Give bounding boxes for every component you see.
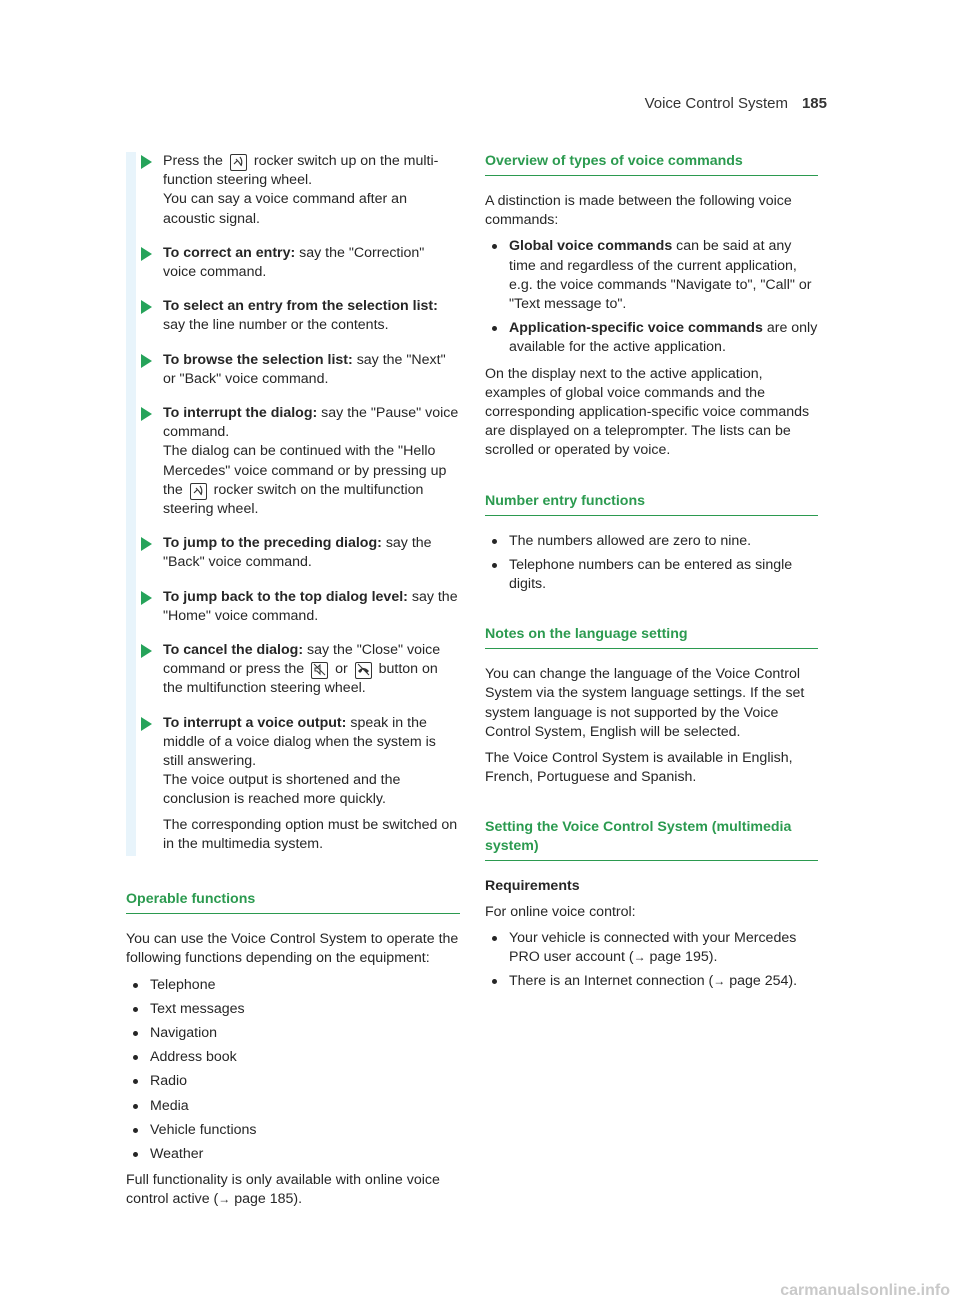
list-item	[485, 319, 818, 357]
overview-section	[485, 152, 818, 461]
step-heading: To correct an entry:	[163, 244, 296, 261]
step-browse-list	[136, 351, 460, 389]
paragraph	[126, 1171, 460, 1209]
step-select-entry	[136, 297, 460, 335]
step-heading: To cancel the dialog:	[163, 642, 304, 659]
step-arrow-icon	[141, 591, 152, 605]
step-heading: To jump to the preceding dialog:	[163, 535, 382, 552]
list-item: The numbers allowed are zero to nine.	[485, 532, 818, 551]
step-text: speak in the middle of a voice dialog when the system is still answering.	[163, 714, 436, 770]
step-text: say the "Close" voice command or press the	[163, 642, 441, 678]
paragraph: The Voice Control System is available in English, French, Portuguese and Spanish.	[485, 750, 793, 786]
step-text: say the "Home" voice command.	[163, 588, 458, 624]
hang-up-icon	[355, 662, 372, 679]
instruction-steps	[126, 152, 460, 856]
step-arrow-icon	[141, 155, 152, 169]
step-heading: To browse the selection list:	[163, 351, 353, 368]
section-heading: Notes on the language setting	[485, 625, 818, 649]
step-text: rocker switch up on the multi-function steering wheel.	[163, 153, 439, 189]
step-text: say the "Back" voice command.	[163, 535, 432, 571]
page-ref-arrow-icon: →	[633, 950, 646, 965]
step-text: say the line number or the contents.	[163, 317, 389, 334]
item-text: are only available for the active application.	[509, 320, 818, 356]
paragraph: You can use the Voice Control System to operate the following functions depending on the equipment:	[126, 931, 459, 967]
step-heading: To interrupt the dialog:	[163, 405, 318, 422]
step-arrow-icon	[141, 247, 152, 261]
section-heading: Operable functions	[126, 890, 460, 914]
right-column	[485, 152, 818, 998]
section-heading: Setting the Voice Control System (multimedia system)	[485, 818, 818, 861]
list-item: Telephone	[126, 976, 460, 995]
operable-functions-section	[126, 890, 460, 1209]
voice-icon	[230, 154, 247, 171]
list-item: Radio	[126, 1072, 460, 1091]
step-text: say the "Next" or "Back" voice command.	[163, 351, 446, 387]
voice-icon	[190, 483, 207, 500]
step-sub-text: rocker switch on the multifunction steering wheel.	[163, 481, 424, 518]
mute-icon	[311, 662, 328, 679]
step-cancel-dialog	[136, 641, 460, 699]
step-note: You can say a voice command after an acoustic signal.	[163, 191, 407, 227]
setting-section	[485, 818, 818, 991]
list-item: Media	[126, 1097, 460, 1116]
item-text: There is an Internet connection (	[509, 973, 714, 990]
watermark: carmanualsonline.info	[780, 1282, 950, 1299]
step-top-dialog	[136, 588, 460, 626]
paragraph: You can change the language of the Voice Control System via the system language settings. If the set system language is not supported by the Voice Control System, English will be selected.	[485, 666, 805, 740]
step-sub: The voice output is shortened and the conclusion is reached more quickly.	[163, 772, 401, 808]
header-section-title: Voice Control System	[644, 95, 788, 112]
section-heading: Number entry functions	[485, 492, 818, 516]
step-arrow-icon	[141, 354, 152, 368]
paragraph: A distinction is made between the following voice commands:	[485, 193, 792, 229]
step-text: or	[335, 661, 348, 678]
step-sub	[163, 442, 460, 519]
number-entry-list	[485, 532, 818, 595]
paragraph: For online voice control:	[485, 903, 636, 920]
page-ref-arrow-icon: →	[218, 1192, 231, 1207]
item-heading: Application-specific voice commands	[509, 320, 763, 337]
list-item: Weather	[126, 1145, 460, 1164]
item-text: Your vehicle is connected with your Mercedes PRO user account (	[509, 929, 797, 966]
step-correct-entry	[136, 244, 460, 282]
step-arrow-icon	[141, 644, 152, 658]
step-interrupt-dialog	[136, 404, 460, 519]
page-reference-link[interactable]: page 185).	[234, 1191, 303, 1208]
list-item: Text messages	[126, 1000, 460, 1019]
step-text: Press the	[163, 153, 223, 169]
step-sub-text: The dialog can be continued with the "Hello Mercedes" voice command or by pressing up the	[163, 443, 447, 498]
step-heading: To select an entry from the selection list:	[163, 298, 438, 315]
step-text: button on the multifunction steering wheel.	[163, 661, 438, 697]
item-text: can be said at any time and regardless of the current application, e.g. the voice commands "Navigate to", "Call" or "Text message to".	[509, 238, 812, 313]
list-item: Vehicle functions	[126, 1121, 460, 1140]
list-item	[485, 972, 818, 991]
functions-list	[126, 976, 460, 1165]
page-reference-link[interactable]: page 195).	[649, 949, 718, 966]
step-heading: To interrupt a voice output:	[163, 714, 347, 731]
page-reference-link[interactable]: page 254).	[729, 973, 798, 990]
list-item: Navigation	[126, 1024, 460, 1043]
requirements-heading: Requirements	[485, 878, 580, 895]
list-item	[485, 929, 818, 967]
item-heading: Global voice commands	[509, 238, 673, 255]
list-item: Address book	[126, 1048, 460, 1067]
paragraph: On the display next to the active application, examples of global voice commands and the corresponding application-specific voice commands are displayed on a teleprompter. The lists can be scrolled or operated by voice.	[485, 365, 810, 459]
step-arrow-icon	[141, 717, 152, 731]
page-header	[645, 94, 827, 113]
step-heading: To jump back to the top dialog level:	[163, 588, 408, 605]
step-note: The corresponding option must be switched on in the multimedia system.	[163, 816, 458, 852]
step-preceding-dialog	[136, 534, 460, 572]
command-types-list	[485, 237, 818, 357]
page-number: 185	[801, 95, 827, 112]
step-arrow-icon	[141, 300, 152, 314]
step-press-rocker	[136, 152, 460, 229]
left-column	[126, 152, 460, 1217]
page-ref-arrow-icon: →	[713, 974, 726, 989]
language-section	[485, 625, 818, 787]
list-item	[485, 237, 818, 314]
footer-text: Full functionality is only available with online voice control active (	[126, 1172, 440, 1208]
list-item: Telephone numbers can be entered as single digits.	[485, 556, 818, 594]
requirements-list	[485, 929, 818, 992]
step-arrow-icon	[141, 537, 152, 551]
step-arrow-icon	[141, 407, 152, 421]
step-text: say the "Correction" voice command.	[163, 244, 425, 281]
number-entry-section	[485, 492, 818, 595]
step-text: say the "Pause" voice command.	[163, 405, 459, 441]
section-heading: Overview of types of voice commands	[485, 152, 818, 176]
step-interrupt-voice-output	[136, 714, 460, 856]
